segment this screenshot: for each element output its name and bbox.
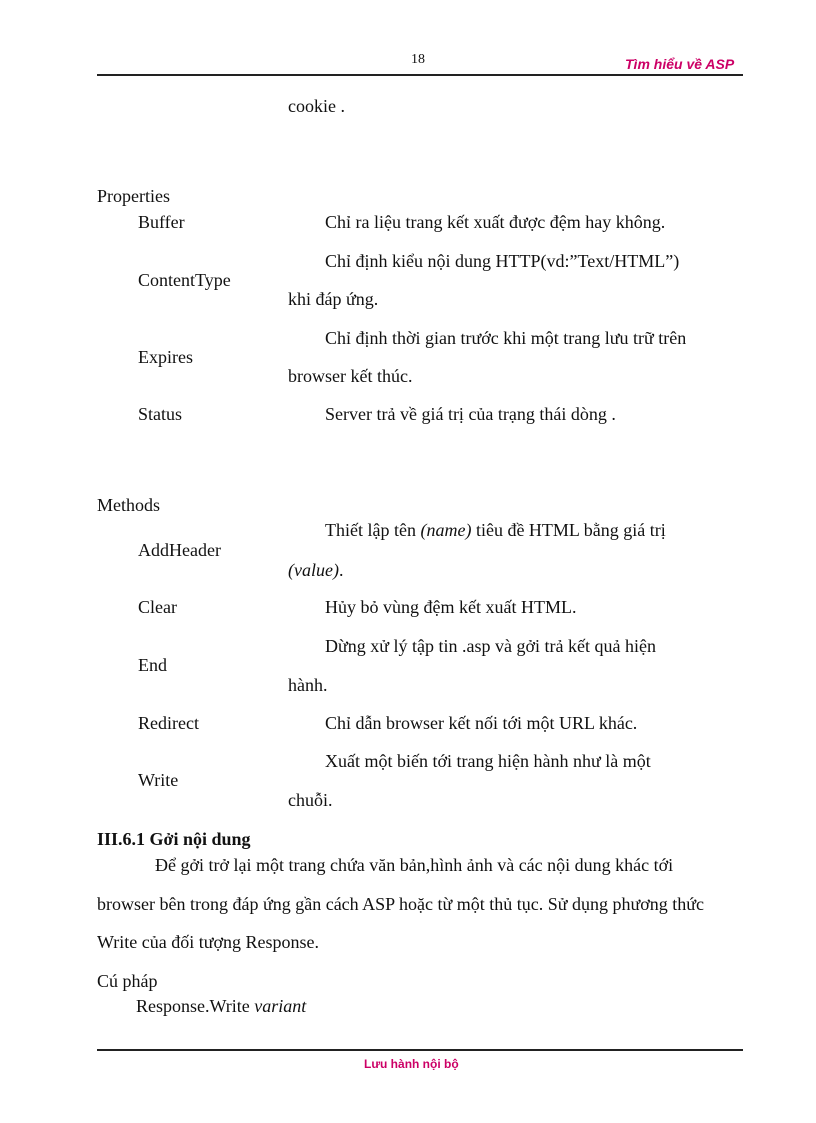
method-name-addheader: AddHeader bbox=[138, 540, 221, 560]
method-name-redirect: Redirect bbox=[138, 713, 199, 733]
property-desc-buffer: Chỉ ra liệu trang kết xuất được đệm hay không. bbox=[325, 212, 666, 232]
property-name-status: Status bbox=[138, 404, 183, 424]
property-name-buffer: Buffer bbox=[138, 212, 185, 232]
method-desc-end: Dừng xử lý tập tin .asp và gởi trả kết quả hiện bbox=[325, 636, 656, 656]
method-desc-write-cont: chuỗi. bbox=[288, 790, 333, 810]
footer-rule bbox=[97, 1049, 743, 1051]
property-desc-expires-cont: browser kết thúc. bbox=[288, 366, 413, 386]
paragraph-line-3: Write của đối tượng Response. bbox=[97, 932, 320, 952]
syntax-label: Cú pháp bbox=[97, 971, 158, 991]
property-name-contenttype: ContentType bbox=[138, 270, 231, 290]
method-name-write: Write bbox=[138, 770, 179, 790]
header-title: Tìm hiểu về ASP bbox=[625, 56, 735, 72]
property-desc-expires: Chỉ định thời gian trước khi một trang lưu trữ trên bbox=[325, 328, 687, 348]
syntax-code: Response.Write variant bbox=[136, 996, 307, 1016]
header-rule bbox=[97, 74, 743, 76]
method-desc-addheader-cont: (value). bbox=[288, 560, 344, 580]
method-desc-write: Xuất một biến tới trang hiện hành như là một bbox=[325, 751, 651, 771]
continuation-text: cookie . bbox=[288, 96, 345, 116]
method-desc-clear: Hủy bỏ vùng đệm kết xuất HTML. bbox=[325, 597, 577, 617]
methods-heading: Methods bbox=[97, 495, 160, 515]
property-desc-contenttype: Chỉ định kiểu nội dung HTTP(vd:”Text/HTML”) bbox=[325, 251, 680, 271]
paragraph-line-2: browser bên trong đáp ứng gần cách ASP hoặc từ một thủ tục. Sử dụng phương thức bbox=[97, 894, 705, 914]
method-name-end: End bbox=[138, 655, 167, 675]
property-name-expires: Expires bbox=[138, 347, 193, 367]
page-number: 18 bbox=[411, 52, 425, 67]
property-desc-status: Server trả về giá trị của trạng thái dòng . bbox=[325, 404, 616, 424]
method-desc-addheader: Thiết lập tên (name) tiêu đề HTML bằng giá trị bbox=[325, 520, 666, 540]
property-desc-contenttype-cont: khi đáp ứng. bbox=[288, 289, 379, 309]
properties-heading: Properties bbox=[97, 186, 170, 206]
method-desc-end-cont: hành. bbox=[288, 675, 328, 695]
paragraph-line-1: Để gởi trở lại một trang chứa văn bản,hình ảnh và các nội dung khác tới bbox=[155, 855, 674, 875]
footer-text: Lưu hành nội bộ bbox=[364, 1057, 459, 1071]
method-name-clear: Clear bbox=[138, 597, 177, 617]
method-desc-redirect: Chỉ dẫn browser kết nối tới một URL khác. bbox=[325, 713, 638, 733]
section-heading: III.6.1 Gởi nội dung bbox=[97, 829, 251, 849]
